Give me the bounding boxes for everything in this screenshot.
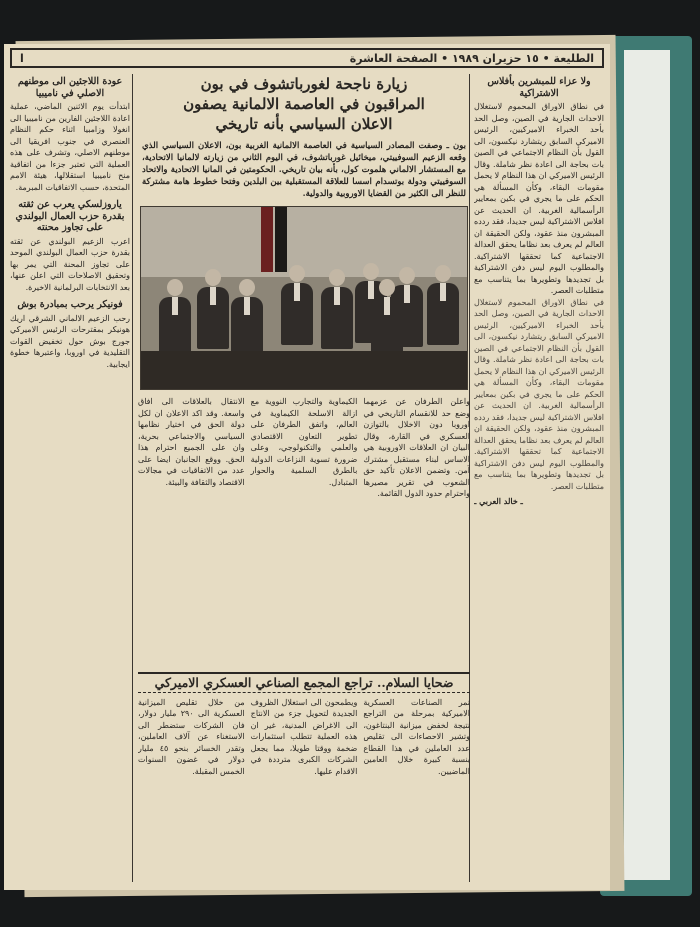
brief-body-namibia: ابتدأت يوم الاثنين الماضي، عملية اعادة اللاجئين الفارين من ناميبيا الى انغولا وزامبيا اثناء حكم النظام العنصري في جنوب افريقيا الى موطنهم الاصلي، وتشرف على هذه العملية التي تعتبر جزءا من اتفاقية منح ناميبيا استقلالها، هيئة الامم المتحدة، حسب الاتفاقيات المبرمة. xyxy=(10,102,130,192)
brief-title-namibia: عودة اللاجئين الى موطنهم الاصلي في ناميبيا xyxy=(17,76,123,99)
brief-body-poland: اعرب الزعيم البولندي عن ثقته بقدرة حزب العمال البولندي الموحد على تجاوز المحنة التي يمر بها وتحقيق الاصلاحات التي اعلن عنها، بعد الانتخابات البرلمانية الاخيرة. xyxy=(10,236,130,292)
signing-table xyxy=(141,351,467,389)
main-article xyxy=(138,74,470,884)
photo-person xyxy=(281,265,313,345)
bottom-col-2: ويطمحون الى استغلال الظروف الجديدة لتحويل جزء من الانتاج الى الاغراض المدنية، غير ان هذه العملية تتطلب استثمارات ضخمة ووقتا طويلا، مما يجعل الشركات الكبرى مترددة في الاقدام عليها. xyxy=(250,697,358,776)
binder-page xyxy=(624,50,670,880)
bottom-col-3: من خلال تقليص الميزانية العسكرية الى ٢٩٠ مليار دولار، فان الشركات ستضطر الى الاستغناء عن آلاف العاملين، وتقدر الخسائر بنحو ٤٥ مليار دولار في غضون السنوات الخمس المقبلة. xyxy=(138,697,245,776)
bottom-article-body xyxy=(138,697,470,877)
opinion-byline: ـ خالد العربي ـ xyxy=(474,496,523,506)
article-body xyxy=(138,396,470,666)
article-lead: بون ـ وصفت المصادر السياسية في العاصمة الالمانية الغربية بون، الاعلان السياسي الذي وقعه الزعيم السوفييتي، ميخائيل غورباتشوف، في اليوم الثاني من زيارته لالمانيا الاتحادية، مع المستشار الالماني هلموت كول، بأنه بيان تاريخي. الحكومتين في المانيا الاتحادية والاتحاد السوفييتي ودولة بوتسدام اسسا للعلاقة المستقبلية بين البلدين وفتحا خطوط هامة مشتركة للنظر الى الكثير من القضايا الاوروبية والدولية. xyxy=(142,141,466,199)
headline-1: زيارة ناجحة لغورباتشوف في بون xyxy=(200,75,408,93)
brief-body-honecker: رحب الزعيم الالماني الشرقي اريك هونيكر بمقترحات الرئيس الاميركي جورج بوش حول تخفيض القوات التقليدية في اوروبا، واعتبرها خطوة ايجابية. xyxy=(10,313,130,369)
article-col-3: الانتقال بالعلاقات الى افاق واسعة. وقد اكد الاعلان ان لكل دولة الحق في اختيار نظامها السياسي والاجتماعي بحرية، وان على الجميع احترام هذا الحق. ووقع الجانبان ايضا على عدد من الاتفاقيات في مجالات الاقتصاد والثقافة والبيئة. xyxy=(138,397,245,487)
photo-person xyxy=(197,269,229,349)
page-header xyxy=(10,48,604,68)
article-col-2: الكيماوية والتجارب النووية مع ازالة الاسلحة الكيماوية في العالم، واتفق الطرفان على تطوير التعاون الاقتصادي والعلمي والتكنولوجي، وعلى ضرورة تسوية النزاعات الدولية بالطرق السلمية والحوار المتبادل. xyxy=(250,397,358,487)
article-col-1: واعلن الطرفان عن عزمهما وضع حد للانقسام التاريخي في اوروبا دون الاخلال بالتوازن العسكري في القارة، وقال البيان ان العلاقات الاوروبية هي الاساس لبناء مستقبل مشترك آمن. وتضمن الاعلان تأكيد حق الشعوب في تقرير مصيرها واحترام حدود الدول القائمة. xyxy=(363,397,470,498)
newspaper-page xyxy=(4,44,610,890)
brief-title-honecker: فونيكر يرحب بمبادرة بوش xyxy=(17,299,123,310)
photo-person xyxy=(231,279,263,359)
flag-icon xyxy=(261,207,273,272)
headline-2: المراقبون في العاصمة الالمانية يصفون xyxy=(183,95,425,113)
headline-3: الاعلان السياسي بأنه تاريخي xyxy=(215,115,393,133)
photo-person xyxy=(159,279,191,359)
opinion-title: ولا عزاء للمبشرين بأفلاس الاشتراكية xyxy=(487,76,591,99)
header-dateline: الطليعة • ١٥ حزيران ١٩٨٩ • الصفحة العاشرة xyxy=(349,51,594,65)
flag-icon xyxy=(275,207,287,272)
signing-photo xyxy=(140,206,468,390)
opinion-column xyxy=(474,74,604,884)
brief-title-poland: ياروزلسكي يعرب عن ثقته بقدرة حزب العمال البولندي على تجاوز محنته xyxy=(15,199,125,233)
bottom-col-1: تمر الصناعات العسكرية الاميركية بمرحلة من التراجع نتيجة لخفض ميزانية البنتاغون، وتشير الاحصاءات الى تقليص عدد العاملين في هذا القطاع بنسبة كبيرة خلال العامين الماضيين. xyxy=(363,697,470,776)
photo-person xyxy=(427,265,459,345)
news-briefs-column xyxy=(10,74,130,884)
column-rule xyxy=(132,74,133,882)
opinion-body: في نطاق الاوراق المحموم لاستغلال الاحداث الجارية في الصين، وصل الحد بأحد الخبراء الاميركيين، الرئيس الاميركي السابق ريتشارد نيكسون، الى القول بأن النظام الاجتماعي في الصين بات بحاجة الى اعادة نظر شاملة. وقال الرئيس الاميركي ان هذا النظام لا يحمل مقومات البقاء، وكأن المسألة هي الحكم على ما يجري في بكين بمعايير الرأسمالية الغربية. ان الحديث عن افلاس الاشتراكية ليس جديدا، فقد ردده المبشرون منذ عقود، ولكن الحقيقة ان العالم لم يعرف بعد نظاما يحقق العدالة الاجتماعية كما تحققها الاشتراكية. والمطلوب اليوم ليس دفن الاشتراكية بل تجديدها وتطويرها بما يتناسب مع متطلبات العصر. xyxy=(474,102,604,295)
bottom-article-title: ضحايا السلام.. تراجع المجمع الصناعي العسكري الاميركي xyxy=(138,672,470,693)
photo-person xyxy=(371,279,403,359)
header-mark: ا xyxy=(20,51,24,65)
photo-person xyxy=(321,269,353,349)
opinion-body-continued: في نطاق الاوراق المحموم لاستغلال الاحداث الجارية في الصين، وصل الحد بأحد الخبراء الاميركيين، الرئيس الاميركي السابق ريتشارد نيكسون، الى القول بأن النظام الاجتماعي في الصين بات بحاجة الى اعادة نظر شاملة. وقال الرئيس الاميركي ان هذا النظام لا يحمل مقومات البقاء، وكأن المسألة هي الحكم على ما يجري في بكين بمعايير الرأسمالية الغربية. ان الحديث عن افلاس الاشتراكية ليس جديدا، فقد ردده المبشرون منذ عقود، ولكن الحقيقة ان العالم لم يعرف بعد نظاما يحقق العدالة الاجتماعية كما تحققها الاشتراكية. والمطلوب اليوم ليس دفن الاشتراكية بل تجديدها وتطويرها بما يتناسب مع متطلبات العصر. xyxy=(474,297,604,491)
